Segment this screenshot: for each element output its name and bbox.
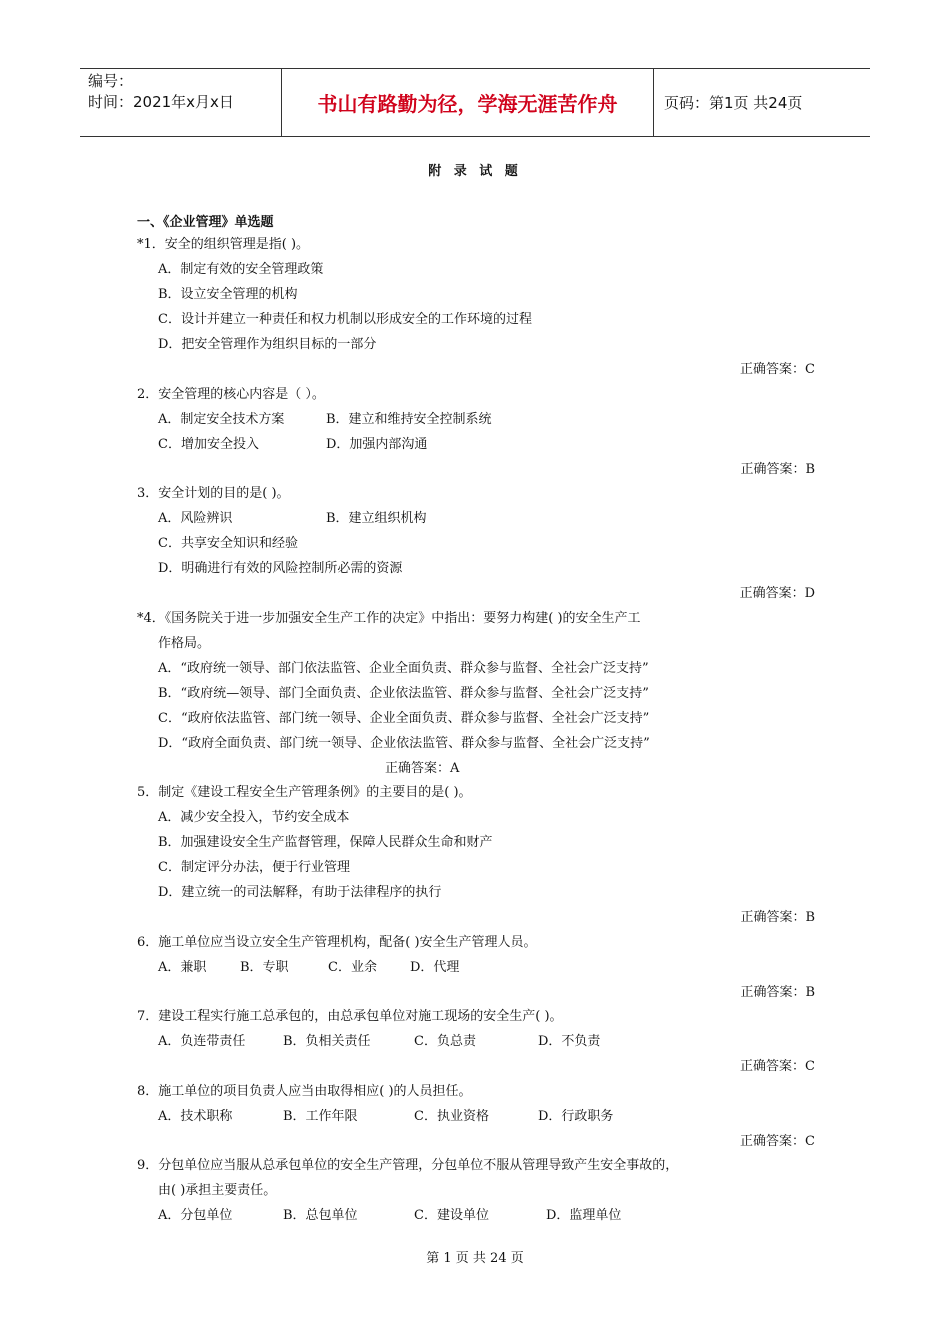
page-footer: 第 1 页 共 24 页 (426, 1251, 524, 1266)
option-b: B．建立和维持安全控制系统 (326, 412, 492, 427)
option-a: A．制定安全技术方案 (158, 412, 285, 427)
option-b: B．总包单位 (283, 1208, 358, 1223)
answer: 正确答案：B (740, 910, 815, 925)
option-b: B．建立组织机构 (326, 511, 427, 526)
section-heading: 一、《企业管理》单选题 (137, 215, 274, 230)
question-stem: 6．施工单位应当设立安全生产管理机构，配备( )安全生产管理人员。 (137, 935, 537, 950)
option-d: D．把安全管理作为组织目标的一部分 (158, 337, 377, 352)
option-d: D．建立统一的司法解释，有助于法律程序的执行 (158, 885, 442, 900)
option-d: D．加强内部沟通 (326, 437, 428, 452)
question-stem: *4．《国务院关于进一步加强安全生产工作的决定》中指出：要努力构建( )的安全生产工 (137, 611, 641, 626)
option-a: A．风险辨识 (158, 511, 233, 526)
answer: 正确答案：D (739, 586, 815, 601)
option-d: D．代理 (410, 960, 460, 975)
answer: 正确答案：C (740, 1134, 815, 1149)
option-c: C．共享安全知识和经验 (158, 536, 298, 551)
option-d: D．行政职务 (538, 1109, 614, 1124)
document-title: 附 录 试 题 (428, 164, 522, 179)
answer: 正确答案：C (740, 362, 815, 377)
option-a: A．负连带责任 (158, 1034, 246, 1049)
option-c: C．业余 (328, 960, 377, 975)
question-stem: *1．安全的组织管理是指( )。 (137, 237, 310, 252)
option-c: C．执业资格 (414, 1109, 489, 1124)
option-b: B．加强建设安全生产监督管理，保障人民群众生命和财产 (158, 835, 493, 850)
option-d: D．监理单位 (546, 1208, 622, 1223)
option-b: B．专职 (240, 960, 289, 975)
question-stem: 3．安全计划的目的是( )。 (137, 486, 290, 501)
question-stem: 8．施工单位的项目负责人应当由取得相应( )的人员担任。 (137, 1084, 472, 1099)
option-c: C．制定评分办法，便于行业管理 (158, 860, 350, 875)
option-a: A．分包单位 (158, 1208, 233, 1223)
option-a: A．制定有效的安全管理政策 (158, 262, 324, 277)
answer: 正确答案：B (740, 462, 815, 477)
answer: 正确答案：A (385, 761, 460, 776)
option-c: C．建设单位 (414, 1208, 489, 1223)
option-b: B．工作年限 (283, 1109, 358, 1124)
question-stem: 7．建设工程实行施工总承包的，由总承包单位对施工现场的安全生产( )。 (137, 1009, 563, 1024)
question-stem: 5．制定《建设工程安全生产管理条例》的主要目的是( )。 (137, 785, 472, 800)
question-stem: 9．分包单位应当服从总承包单位的安全生产管理，分包单位不服从管理导致产生安全事故的， (137, 1158, 679, 1173)
option-d: D．不负责 (538, 1034, 601, 1049)
header-page-info: 页码：第1页 共24页 (664, 94, 803, 112)
option-b: B．负相关责任 (283, 1034, 371, 1049)
answer: 正确答案：C (740, 1059, 815, 1074)
option-c: C．负总责 (414, 1034, 476, 1049)
option-a: A．减少安全投入，节约安全成本 (158, 810, 350, 825)
header-motto: 书山有路勤为径，学海无涯苦作舟 (282, 69, 654, 136)
question-stem-continued: 由( )承担主要责任。 (158, 1183, 277, 1198)
answer: 正确答案：B (740, 985, 815, 1000)
option-b: B．“政府统—领导、部门全面负责、企业依法监管、群众参与监督、全社会广泛支持” (158, 686, 649, 701)
question-stem-continued: 作格局。 (158, 636, 211, 651)
option-d: D．明确进行有效的风险控制所必需的资源 (158, 561, 403, 576)
question-stem: 2．安全管理的核心内容是（ ）。 (137, 387, 325, 402)
option-c: C．设计并建立一种责任和权力机制以形成安全的工作环境的过程 (158, 312, 532, 327)
page-header (80, 68, 870, 137)
document-number-label: 编号： (88, 72, 134, 90)
option-a: A．技术职称 (158, 1109, 233, 1124)
option-d: D．“政府全面负责、部门统一领导、企业依法监管、群众参与监督、全社会广泛支持” (158, 736, 650, 751)
option-c: C．“政府依法监管、部门统一领导、企业全面负责、群众参与监督、全社会广泛支持” (158, 711, 650, 726)
header-meta (80, 69, 282, 136)
option-c: C．增加安全投入 (158, 437, 259, 452)
option-a: A．“政府统一领导、部门依法监管、企业全面负责、群众参与监督、全社会广泛支持” (158, 661, 649, 676)
option-a: A．兼职 (158, 960, 207, 975)
document-time-label: 时间：2021年x月x日 (88, 93, 234, 111)
option-b: B．设立安全管理的机构 (158, 287, 298, 302)
